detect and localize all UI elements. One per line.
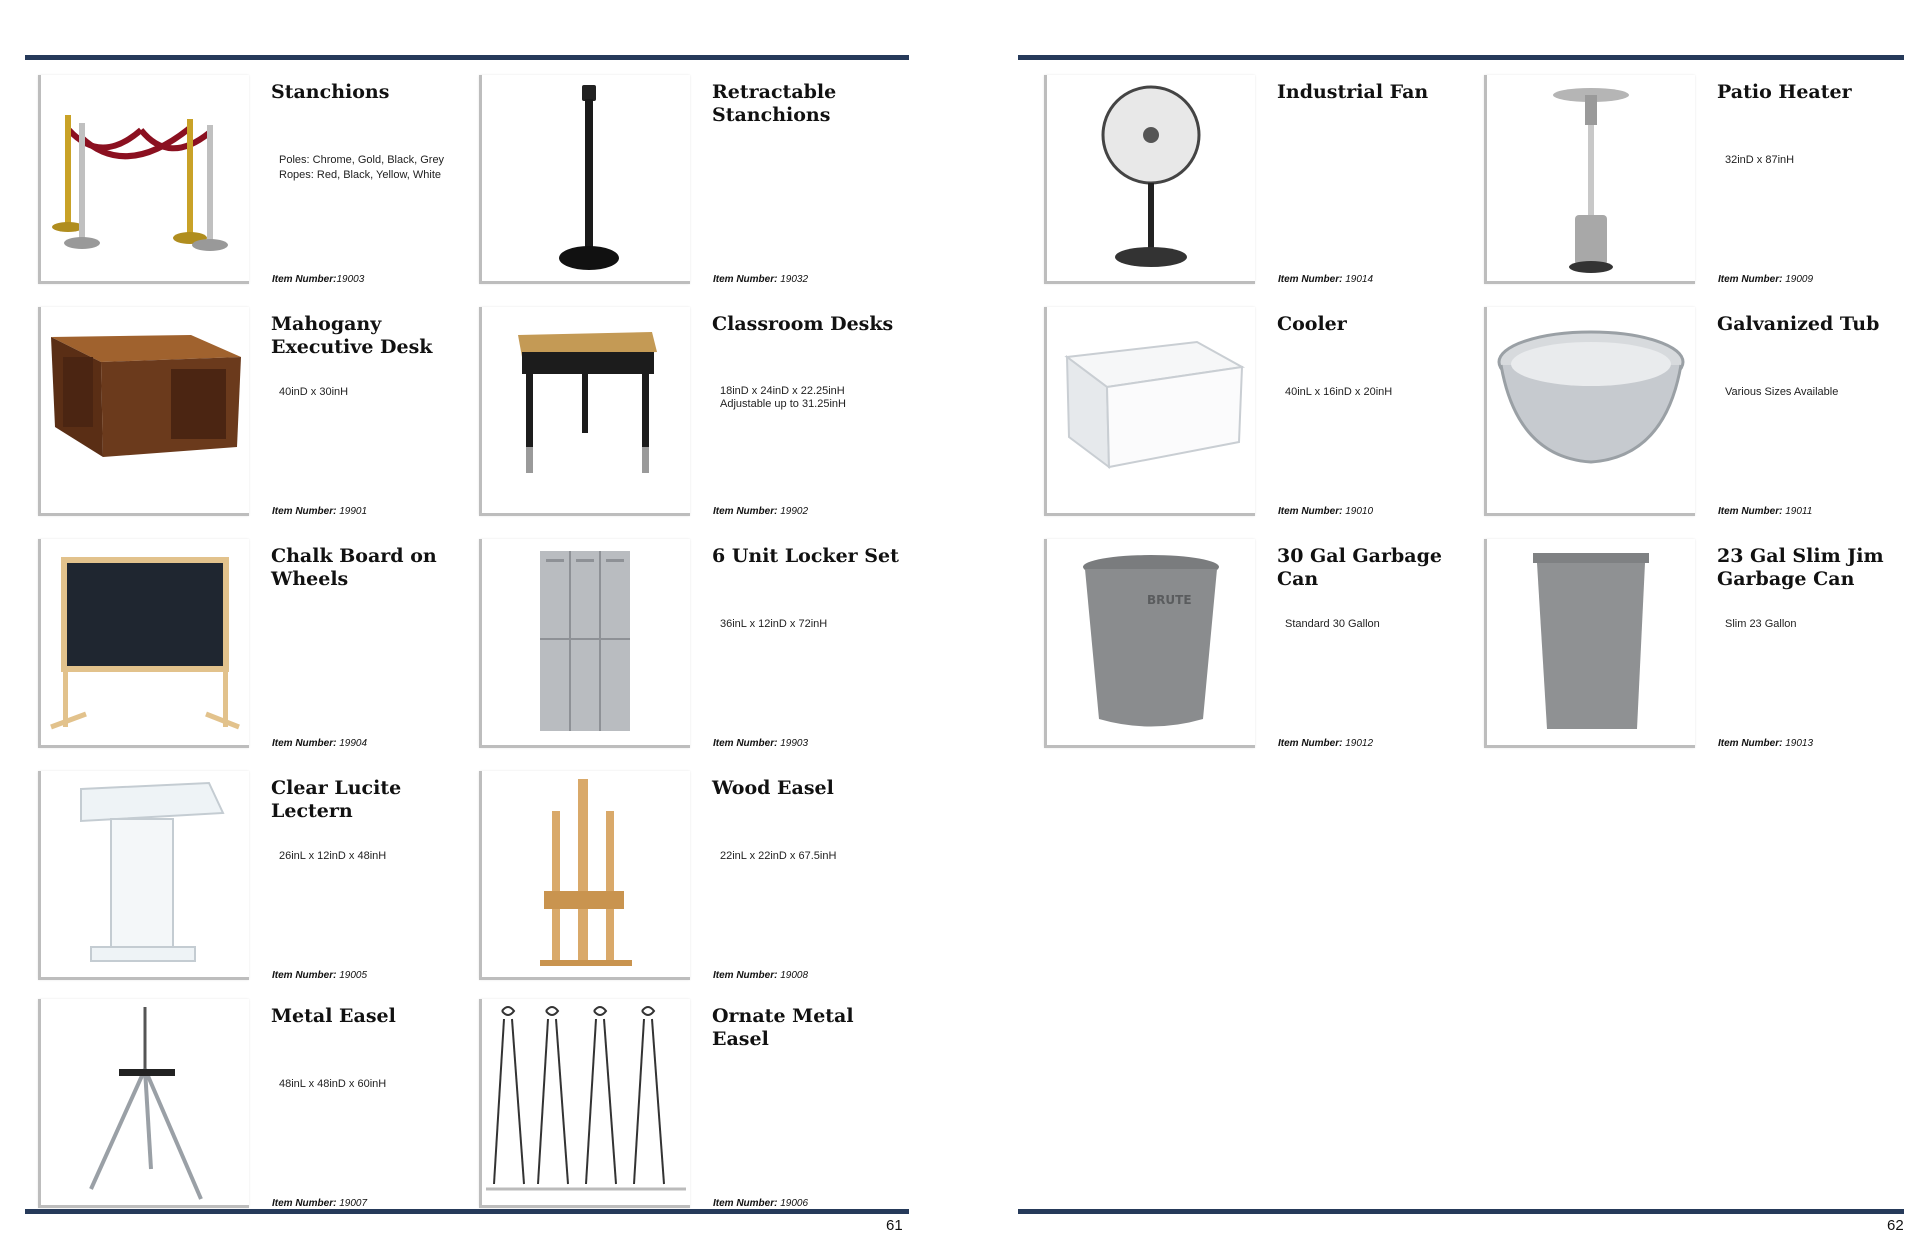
bottom-rule: [1018, 1209, 1904, 1214]
product-card-30-gal-garbage-can: [1031, 527, 1469, 749]
product-photo: [479, 539, 690, 748]
product-card-patio-heater: [1471, 63, 1909, 285]
product-photo: [1044, 539, 1255, 748]
product-spec: [279, 1077, 459, 1092]
product-title: Wood Easel: [712, 777, 834, 799]
page-number: 61: [886, 1217, 903, 1234]
product-title: 6 Unit Locker Set: [712, 545, 899, 567]
product-photo: [479, 771, 690, 980]
product-title: Metal Easel: [271, 1005, 396, 1027]
product-spec: [279, 153, 459, 183]
spec-line: 22inL x 22inD x 67.5inH: [720, 850, 837, 862]
item-number: Item Number: 19901: [272, 506, 368, 517]
item-number: Item Number: 19902: [713, 506, 809, 517]
spec-line: 26inL x 12inD x 48inH: [279, 850, 387, 862]
product-title: Retractable Stanchions: [712, 81, 837, 126]
chalkboard-icon: [41, 539, 249, 745]
brand-text: BRUTE: [1147, 593, 1192, 607]
product-spec: [1725, 385, 1905, 400]
item-number: Item Number: 19010: [1278, 506, 1374, 517]
item-number: Item Number: 19012: [1278, 738, 1374, 749]
product-spec: [720, 849, 900, 864]
product-photo: [479, 999, 690, 1208]
spec-line: Poles: Chrome, Gold, Black, Grey: [279, 154, 445, 166]
catalog-page-62: [1010, 0, 1920, 1243]
product-photo: [38, 539, 249, 748]
wood-easel-icon: [482, 771, 690, 977]
catalog-page-61: [0, 0, 920, 1243]
tub-icon: [1487, 307, 1695, 513]
spec-line: 32inD x 87inH: [1725, 154, 1795, 166]
item-number: Item Number: 19032: [713, 274, 809, 285]
product-photo: [479, 307, 690, 516]
product-title: Clear Lucite Lectern: [271, 777, 402, 822]
product-title: 30 Gal Garbage Can: [1277, 545, 1442, 590]
spec-line: 48inL x 48inD x 60inH: [279, 1078, 387, 1090]
tripod-easel-icon: [41, 999, 249, 1205]
garbage-can-icon: [1047, 539, 1255, 745]
product-card-industrial-fan: [1031, 63, 1469, 285]
product-spec: [279, 385, 459, 400]
page-number: 62: [1887, 1217, 1904, 1234]
ornate-easel-icon: [482, 999, 690, 1205]
product-title: Cooler: [1277, 313, 1347, 335]
product-spec: [1725, 617, 1905, 632]
spec-line: 40inL x 16inD x 20inH: [1285, 386, 1393, 398]
item-number: Item Number: 19014: [1278, 274, 1374, 285]
top-rule: [25, 55, 909, 60]
product-card-stanchions: [25, 63, 463, 285]
product-photo: [38, 75, 249, 284]
spec-line: 18inD x 24inD x 22.25inH: [720, 385, 845, 397]
product-photo: [1044, 307, 1255, 516]
product-photo: [1484, 75, 1695, 284]
item-number: Item Number: 19005: [272, 970, 368, 981]
item-number: Item Number: 19903: [713, 738, 809, 749]
spec-line: Standard 30 Gallon: [1285, 618, 1380, 630]
product-photo: [38, 999, 249, 1208]
product-title: Classroom Desks: [712, 313, 894, 335]
product-title: Patio Heater: [1717, 81, 1852, 103]
spec-line: Adjustable up to 31.25inH: [720, 398, 846, 410]
product-card-chalk-board: [25, 527, 463, 749]
product-card-ornate-metal-easel: [466, 987, 904, 1209]
executive-desk-icon: [41, 307, 249, 513]
spec-line: 40inD x 30inH: [279, 386, 349, 398]
lectern-icon: [41, 771, 249, 977]
product-spec: [720, 617, 900, 632]
spec-line: Slim 23 Gallon: [1725, 618, 1797, 630]
product-card-galvanized-tub: [1471, 295, 1909, 517]
product-photo: [1044, 75, 1255, 284]
product-title: Mahogany Executive Desk: [271, 313, 433, 358]
product-card-slim-jim-garbage-can: [1471, 527, 1909, 749]
product-spec: [1725, 153, 1905, 168]
top-rule: [1018, 55, 1904, 60]
slim-garbage-can-icon: [1487, 539, 1695, 745]
spec-line: Ropes: Red, Black, Yellow, White: [279, 169, 442, 181]
item-number: Item Number: 19009: [1718, 274, 1814, 285]
product-card-wood-easel: [466, 759, 904, 981]
item-number: Item Number: 19011: [1718, 506, 1813, 517]
product-spec: [1285, 385, 1465, 400]
retractable-stanchion-icon: [482, 75, 690, 281]
product-card-metal-easel: [25, 987, 463, 1209]
product-title: Industrial Fan: [1277, 81, 1429, 103]
product-photo: [1484, 539, 1695, 748]
product-title: Chalk Board on Wheels: [271, 545, 437, 590]
cooler-icon: [1047, 307, 1255, 513]
spec-line: Various Sizes Available: [1725, 386, 1839, 398]
product-card-mahogany-desk: [25, 295, 463, 517]
spec-line: 36inL x 12inD x 72inH: [720, 618, 828, 630]
item-number: Item Number: 19013: [1718, 738, 1814, 749]
product-spec: [1285, 617, 1465, 632]
item-number: Item Number: 19008: [713, 970, 809, 981]
bottom-rule: [25, 1209, 909, 1214]
fan-icon: [1047, 75, 1255, 281]
item-number: Item Number:19003: [272, 274, 365, 285]
product-card-retractable-stanchions: [466, 63, 904, 285]
classroom-desk-icon: [482, 307, 690, 513]
product-card-locker-set: [466, 527, 904, 749]
product-photo: [38, 307, 249, 516]
product-title: 23 Gal Slim Jim Garbage Can: [1717, 545, 1884, 590]
item-number: Item Number: 19007: [272, 1198, 368, 1209]
product-title: Stanchions: [271, 81, 390, 103]
product-card-classroom-desks: [466, 295, 904, 517]
product-photo: [38, 771, 249, 980]
item-number: Item Number: 19006: [713, 1198, 809, 1209]
stanchions-icon: [41, 75, 249, 281]
locker-icon: [482, 539, 690, 745]
product-photo: [479, 75, 690, 284]
product-title: Galvanized Tub: [1717, 313, 1880, 335]
product-title: Ornate Metal Easel: [712, 1005, 854, 1050]
item-number: Item Number: 19904: [272, 738, 368, 749]
product-card-lucite-lectern: [25, 759, 463, 981]
patio-heater-icon: [1487, 75, 1695, 281]
product-spec: [720, 385, 900, 411]
product-card-cooler: [1031, 295, 1469, 517]
product-photo: [1484, 307, 1695, 516]
product-spec: [279, 849, 459, 864]
